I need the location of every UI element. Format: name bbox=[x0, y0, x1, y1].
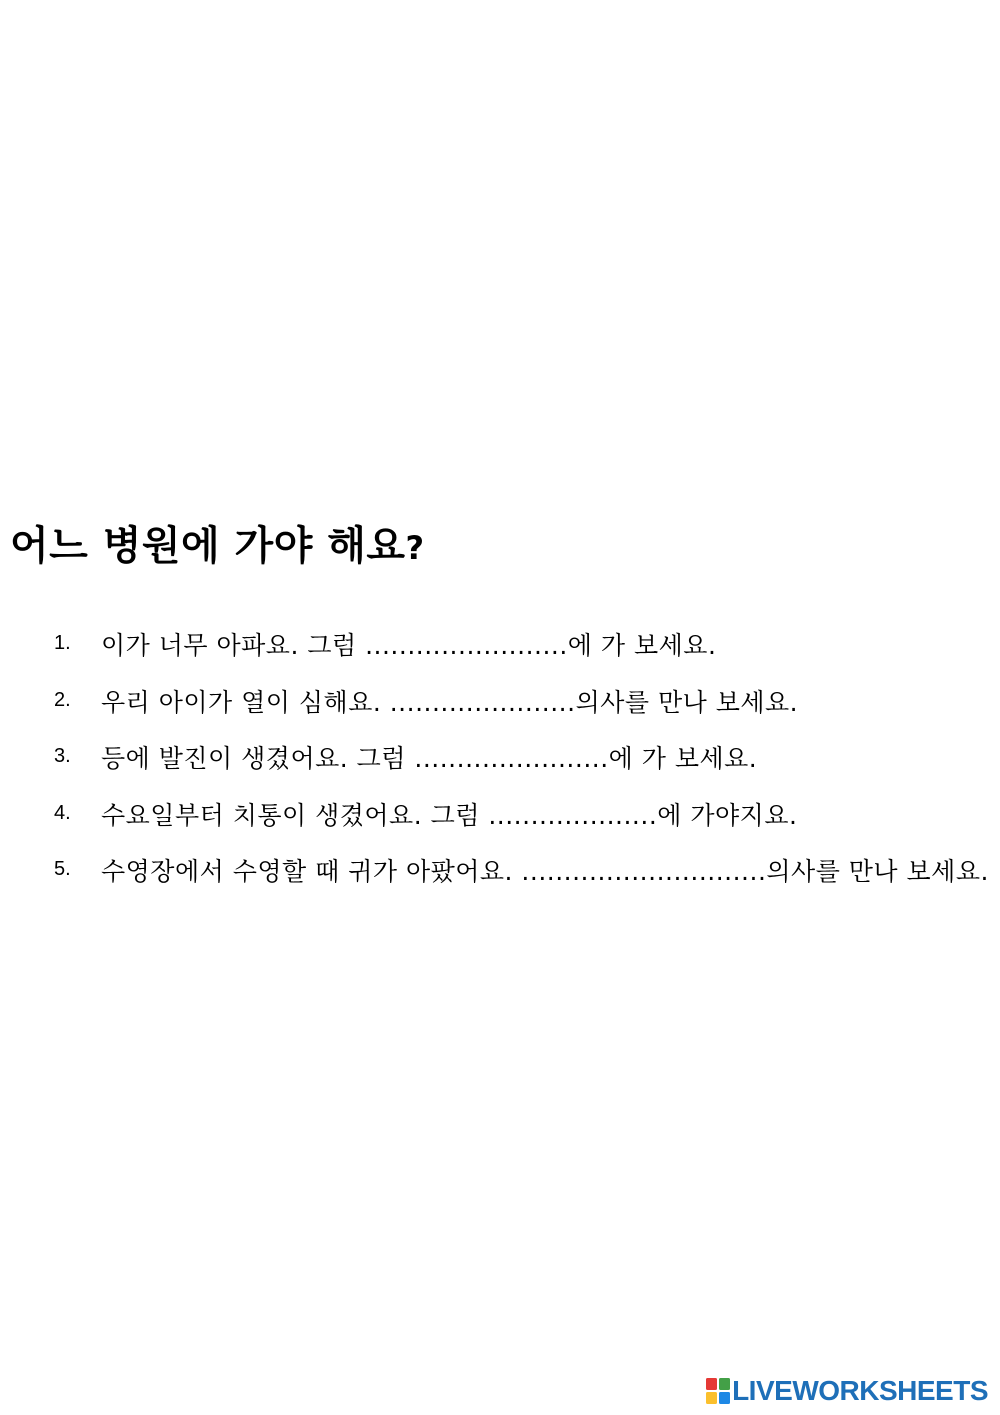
question-number: 5. bbox=[54, 858, 71, 880]
question-text: 등에 발진이 생겼어요. 그럼 .......................에 가 보세요. bbox=[101, 744, 758, 773]
worksheet-title-question-mark: ? bbox=[405, 529, 425, 567]
question-item-1 bbox=[0, 620, 1000, 677]
question-text: 우리 아이가 열이 심해요. ......................의사를 만나 보세요. bbox=[101, 687, 799, 717]
question-number: 4. bbox=[54, 801, 71, 824]
liveworksheets-wordmark: LIVEWORKSHEETS bbox=[732, 1375, 988, 1406]
question-list bbox=[0, 620, 1000, 903]
worksheet-title bbox=[10, 518, 425, 576]
question-number: 2. bbox=[54, 688, 71, 711]
question-number: 3. bbox=[54, 745, 71, 767]
liveworksheets-logo-icon bbox=[706, 1378, 730, 1404]
question-item-3 bbox=[0, 733, 1000, 790]
question-text: 수영장에서 수영할 때 귀가 아팠어요. .............................의사를 만나 보세요. bbox=[101, 857, 989, 886]
question-text: 수요일부터 치통이 생겼어요. 그럼 ....................에 가야지요. bbox=[101, 800, 798, 830]
question-item-4 bbox=[0, 790, 1000, 847]
question-text: 이가 너무 아파요. 그럼 ........................에 가 보세요. bbox=[101, 631, 717, 660]
question-item-5 bbox=[0, 846, 1000, 903]
question-item-2 bbox=[0, 677, 1000, 734]
liveworksheets-logo[interactable] bbox=[706, 1374, 988, 1408]
question-number: 1. bbox=[54, 632, 71, 654]
worksheet-title-text: 어느 병원에 가야 해요 bbox=[10, 523, 406, 569]
